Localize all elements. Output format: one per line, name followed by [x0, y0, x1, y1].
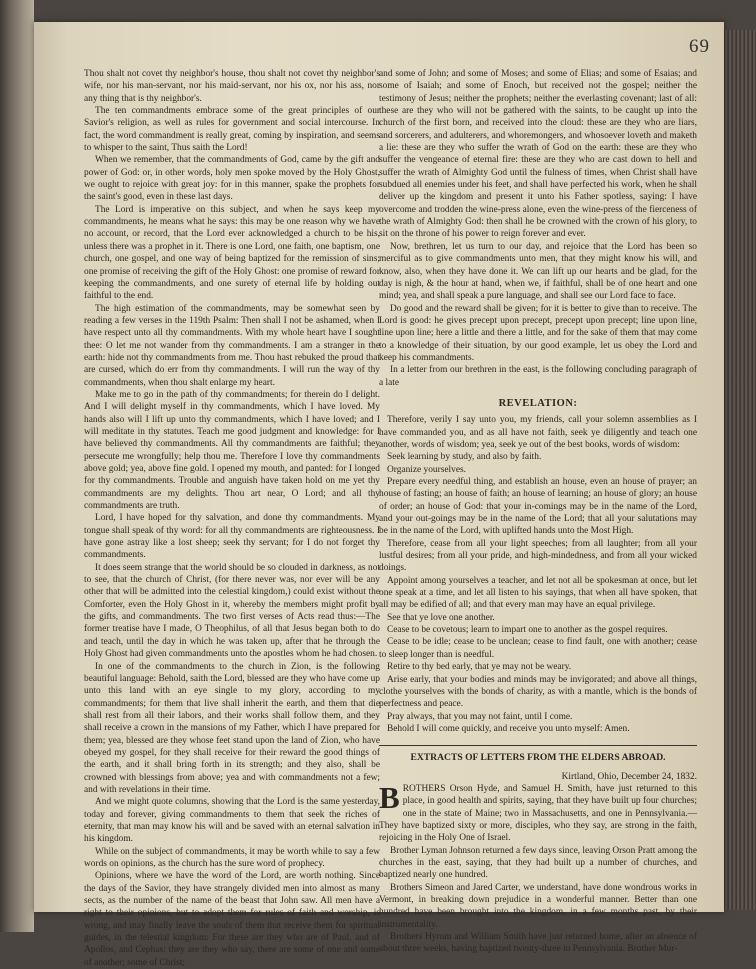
revelation-line: Organize yourselves. — [387, 464, 466, 475]
paragraph: Thou shalt not covet thy neighbor's house, thou shalt not covet thy neighbor's wife, nor his man-servant, nor his maid-servant, nor his ox, nor his ass, nor any thing that is thy neighbor's. — [84, 69, 380, 104]
paragraph: and some of John; and some of Moses; and some of Elias; and some of Esaias; and some of Isaiah; and some of Enoch, but received not the gospel; neither the testimony of Jesus; neither the prophets; neither the everlasting covenant; last of all: these are they who will not be gathered with the saints, to be caught up into the church of the first born, and received into the cloud: these are they who are liars, and sorcerers, and adulterers, and whoremongers, and whosoever loveth and maketh a lie: these are they who suffer the wrath of God on the earth: these are they who suffer the vengeance of eternal fire: these are they who are cast down to hell and suffer the wrath of Almighty God until the fulness of times, when Christ shall have subdued all enemies under his feet, and shall have perfected his work, when he shall deliver up the kingdom and present it unto his Father spotless, saying: I have overcome and trodden the wine-press alone, even the wine-press of the fierceness of the wrath of Almighty God: then shall he be crowned with the crown of his glory, to sit on the throne of his power to reign forever and ever. — [379, 69, 697, 240]
paragraph: Do good and the reward shall be given; for it is better to give than to receive. The Lord is good: he gives precept upon precept, precept upon precept; line upon line, line upon line; here a little and there a little, and for the sake of them that may come to a knowledge of their situation, by our good example, let us obey the Lord and keep his commandments. — [379, 303, 697, 363]
revelation-line: Pray always, that you may not faint, until I come. — [387, 711, 573, 722]
revelation-heading: REVELATION: — [498, 397, 578, 409]
revelation-line: Prepare every needful thing, and establish an house, even an house of prayer; an house of fasting; an house of faith; an house of learning; an house of glory; an house of order; an house of God: that your in-comings may be in the name of the Lord, and your out-goings may be in the name of the Lord; that all your salutations may be in the name of the Lord, with uplifted hands unto the Most High. — [379, 477, 697, 537]
paragraph: The Lord is imperative on this subject, and when he says keep my commandments, he means what he says: this may be one reason why we have no account, or record, that the Lord ever acknowledged a church to be his, unless there was a prophet in it. There is one Lord, one faith, one baptism, one church, one gospel, and one way of being baptized for the remission of sins; one promise of receiving the gift of the Holy Ghost: one promise of reward for keeping the commandments, and one surety of eternal life by holding out faithful to the end. — [84, 204, 380, 302]
paragraph: In one of the commandments to the church in Zion, is the following beautiful language: Behold, saith the Lord, blessed are they who have come up unto this land with an eye single to my glory, according to my commandments; for them that live shall inherit the earth, and them that die shall rest from all their labors, and their works shall follow them, and they shall receive a crown in the mansions of my Father, which I have prepared for them; yea, blessed are they whose feet stand upon the land of Zion, who have obeyed my gospel, for they shall receive for their reward the good things of the earth, and it shall bring forth in its strength; and they also, shall be crowned with blessings from above; yea and with commandments not a few; and with revelations in their time. — [84, 661, 380, 795]
section-divider — [379, 745, 697, 746]
paragraph-text: ROTHERS Orson Hyde, and Samuel H. Smith, have just returned to this place, in good health and spirits, saying, that they have built up four churches; one in the state of Maine; two in Massachusetts, and one in Pennsylvania.—They have baptized sixty or more, disciples, who they say, are strong in the faith, rejoicing in the Holy One of Israel. — [379, 783, 697, 844]
book-page — [34, 22, 724, 968]
paragraph: While on the subject of commandments, it may be worth while to say a few words on opinions, as the church has the sure word of prophecy. — [84, 846, 380, 869]
page-edges — [724, 30, 756, 910]
left-column — [84, 68, 380, 969]
paragraph: When we remember, that the commandments of God, came by the gift and power of God: or, in other words, holy men spoke moved by the Holy Ghost, we ought to rejoice with great joy: for in this manner, spake the prophets for the saint's good, even in these last days. — [84, 155, 380, 203]
paragraph: Make me to go in the path of thy commandments; for therein do I delight. And I will delight myself in thy commandments, which I have loved. My hands also will I lift up unto thy commandments, which I have loved; and I will meditate in thy statutes. Teach me good judgment and knowledge: for I have believed thy commandments. All thy commandments are faithful; they persecute me wrongfully; help thou me. Therefore I love thy commandments above gold; yea, above fine gold. I opened my mouth, and panted: for I longed for thy commandments. Trouble and anguish have taken hold on me yet thy commandments are my delights. Thou art near, O Lord; and all thy commandments are truth. — [84, 389, 380, 512]
paragraph: Brother Lyman Johnson returned a few days since, leaving Orson Pratt among the churches in the east, saying, that they had built up a number of churches, and baptized nearly one hundred. — [379, 845, 697, 881]
paragraph: And we might quote columns, showing that the Lord is the same yesterday, today and forever, giving commandments to them that seek the riches of eternity, that man may know his will and be saved with an eternal salvation in his kingdom. — [84, 797, 380, 845]
right-column — [379, 68, 697, 956]
paragraph: The high estimation of the commandments, may be somewhat seen by reading a few verses in the 119th Psalm: Then shall I not be ashamed, when I have respect unto all thy commandments. With my whole heart have I sought thee: O let me not wander from thy commandments. I am a stranger in the earth: hide not thy commandments from me. Thou hast rebuked the proud that are cursed, which do err from thy commandments. I will run the way of thy commandments, when thou shalt enlarge my heart. — [84, 303, 380, 388]
revelation-line: Therefore, verily I say unto you, my friends, call your solemn assemblies as I have commanded you, and as all have not faith, seek ye diligently and teach one another, words of wisdom; yea, seek ye out of the best books, words of wisdom: — [379, 415, 697, 450]
extracts-heading: EXTRACTS OF LETTERS FROM THE ELDERS ABROAD. — [410, 752, 666, 764]
revelation-line: Seek learning by study, and also by faith. — [387, 452, 542, 463]
drop-cap: B — [379, 779, 400, 815]
revelation-line: Retire to thy bed early, that ye may not be weary. — [387, 662, 572, 673]
paragraph: Brothers Simeon and Jared Carter, we understand, have done wondrous works in Vermont, in breaking down prejudice in a wonderful manner. Better than one hundred have been brought into the kingdom, in a few months past, by their instrumentality. — [379, 882, 697, 930]
revelation-line: See that ye love one another. — [387, 612, 495, 623]
revelation-line: Cease to be covetous; learn to impart one to another as the gospel requires. — [387, 625, 668, 636]
paragraph: It does seem strange that the world should be so clouded in darkness, as not to see, that the church of Christ, (for there never was, nor ever will be any other that will be admitted into the celestial kingdom,) could exist without the Comforter, even the Holy Ghost in it, whereby the members might profit by the gifts, and commandments. The two first verses of Acts read thus:—The former treatise have I made, O Theophilus, of all that Jesus began both to do and teach, until the day in which he was taken up, after that he through the Holy Ghost had given commandments unto the apostles whom he had chosen. — [84, 562, 380, 660]
dateline: Kirtland, Ohio, December 24, 1832. — [561, 771, 697, 782]
revelation-line: Arise early, that your bodies and minds may be invigorated; and above all things, clothe yourselves with the bonds of charity, as with a mantle, which is the bonds of perfectness and peace. — [379, 674, 697, 710]
paragraph: Opinions, where we have the word of the Lord, are worth nothing. Since the days of the Savior, they have strangely divided men into almost as many sects, as the number of the name of the beast that John saw. All men have a right to their opinions, but to adopt them for rules of faith and worship, is wrong, and may finally leave the souls of them that receive them for spiritual guides, in the telestial kingdom: For these are they who are of Paul, and of Apollos, and Cephas: they are they who say, there are some of one and some of another; some of Christ; — [84, 871, 380, 968]
paragraph — [379, 779, 697, 845]
revelation-text — [379, 414, 697, 735]
revelation-line: Therefore, cease from all your light speeches; from all laughter; from all your lustful desires; from all your pride, and high-mindedness, and from all your wicked doings. — [379, 538, 697, 574]
paragraph: Lord, I have hoped for thy salvation, and done thy commandments. My tongue shall speak of thy word: for all thy commandments are righteousness. I have gone astray like a lost sheep; seek thy servant; for I do not forget thy commandments. — [84, 513, 380, 561]
paragraph: In a letter from our brethren in the east, is the following concluding paragraph of a late — [379, 365, 697, 388]
revelation-line: Cease to be idle; cease to be unclean; cease to find fault, one with another; cease to sleep longer than is needful. — [379, 637, 697, 660]
paragraph: The ten commandments embrace some of the great principles of our Savior's religion, as well as rules for government and social intercourse. In fact, the word commandment is really great, coming by inspiration, and seems to whisper to the saint, Thus saith the Lord! — [84, 106, 380, 154]
paragraph: Now, brethren, let us turn to our day, and rejoice that the Lord has been so merciful as to give commandments unto men, that they might know his will, and know, also, when they have done it. We can lift up our hearts and be glad, for the day is nigh, & the hour at hand, when we, if faithful, shall be of one heart and one mind; yea, and shall speak a pure language, and shall see our Lord face to face. — [379, 241, 697, 302]
revelation-line: Behold I will come quickly, and receive you unto myself: Amen. — [387, 723, 630, 734]
paragraph: Brothers Hyrum and William Smith have just returned home, after an absence of about three weeks, having baptized twenty-three in Pennsylvania. Brother Mur- — [379, 932, 697, 955]
page-number: 69 — [689, 36, 710, 57]
book-spine — [0, 0, 34, 932]
revelation-line: Appoint among yourselves a teacher, and let not all be spokesman at once, but let one speak at a time, and let all listen to his sayings, that when all have spoken, that all may be edified of all; and that every man may have an equal privilege. — [379, 575, 697, 611]
